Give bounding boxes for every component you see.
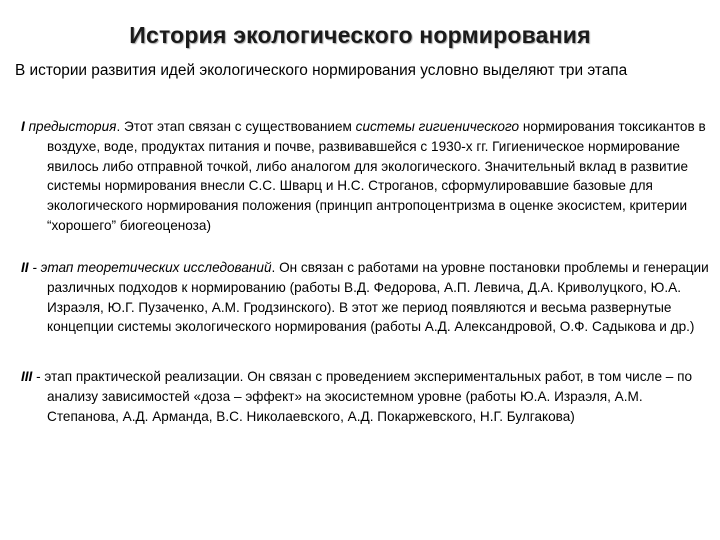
stage-1-name: предыстория <box>28 119 117 134</box>
stage-1-paragraph <box>21 117 711 236</box>
stage-1-text-a: . Этот этап связан с существованием <box>116 119 356 134</box>
stage-3-text: - этап практической реализации. Он связан с проведением экспериментальных работ, в том числе – по анализу зависимостей «доза – эффект» на экосистемном уровне (работы Ю.А. Израэля, А.М. Степанова, А.Д. Арманда, В.С. Николаевского, А.Д. Покаржевского, Н.Г. Булгакова) <box>32 369 693 424</box>
stage-2-number: II <box>21 260 29 275</box>
stage-3-number: III <box>21 369 33 384</box>
stage-1-text-b: нормирования токсикантов в воздухе, воде, продуктах питания и почве, развивавшейся с 1930-х гг. Гигиеническое нормирование явилось либо отправной точкой, либо аналогом для экологического. Значительный вклад в развитие системы нормирования внесли С.С. Шварц и Н.С. Строганов, сформулировавшие базовые для экологического нормирования положения (принцип антропоцентризма в оценке экосистем, критерии “хорошего” биогеоценоза) <box>47 119 706 233</box>
intro-paragraph: В истории развития идей экологического нормирования условно выделяют три этапа <box>15 62 628 79</box>
stage-2-name: - этап теоретических исследований <box>28 260 272 275</box>
slide-title: История экологического нормирования <box>129 22 591 48</box>
stage-1-italic-phrase: системы гигиенического <box>355 119 520 134</box>
stage-1-number: I <box>21 119 25 134</box>
stage-2-paragraph <box>21 258 711 337</box>
stage-3-paragraph <box>21 367 711 426</box>
stage-2-text: . Он связан с работами на уровне постановки проблемы и генерации различных подходов к нормированию (работы В.Д. Федорова, А.П. Левича, Д.А. Криволуцкого, Ю.А. Израэля, Ю.Г. Пузаченко, А.М. Гродзинского). В этот же период появляются и весьма развернутые концепции системы экологического нормирования (работы А.Д. Александровой, О.Ф. Садыкова и др.) <box>47 260 709 335</box>
